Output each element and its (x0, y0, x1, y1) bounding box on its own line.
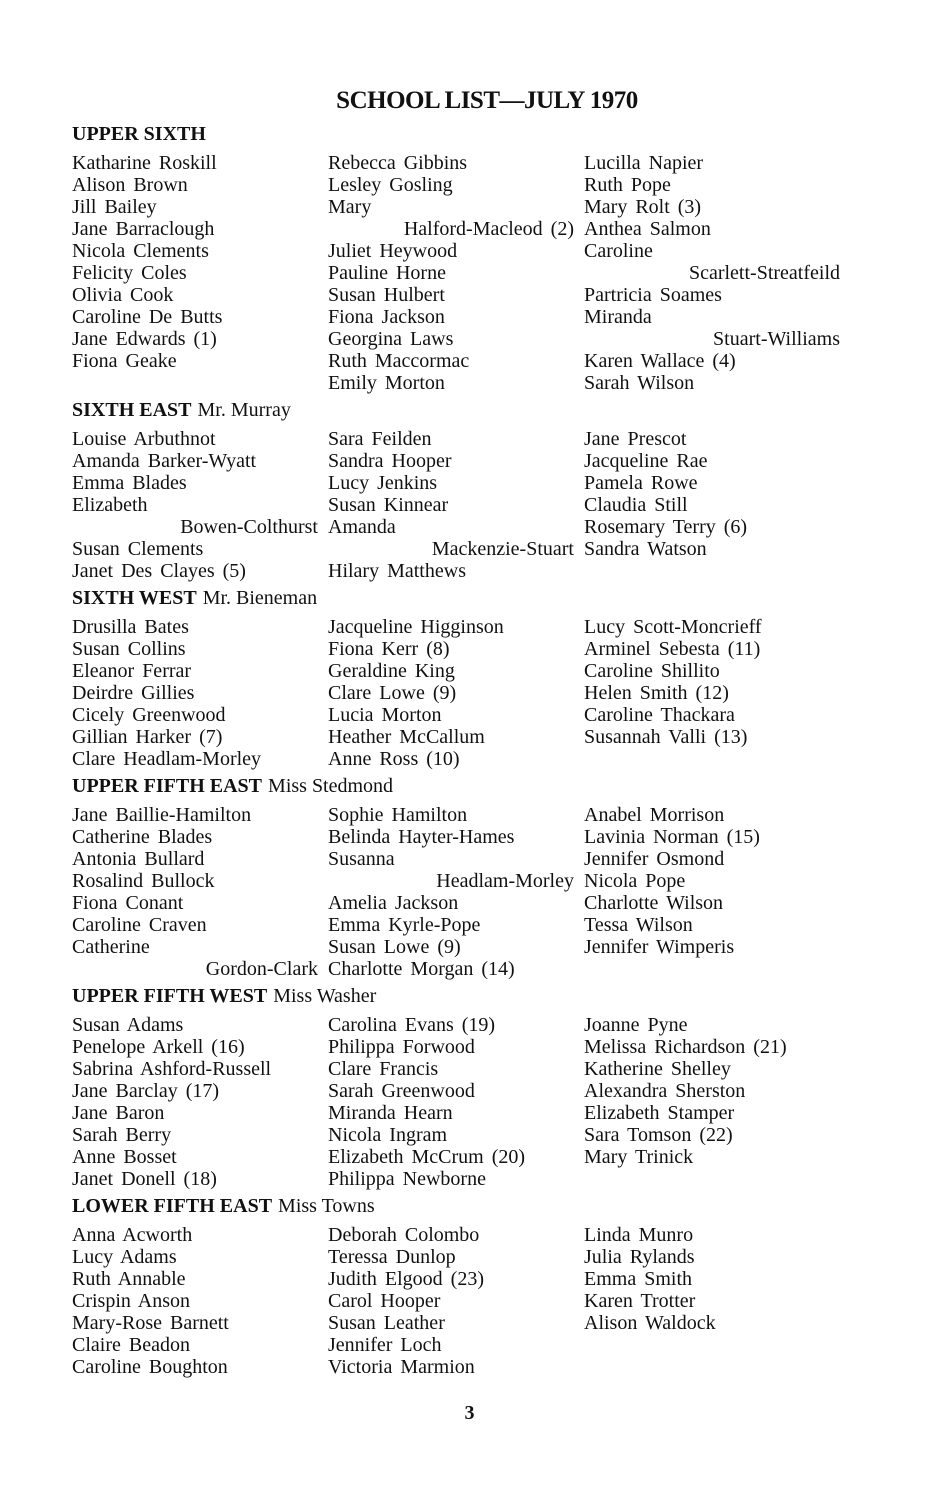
student-name: Ruth Annable (72, 1268, 186, 1290)
form-section (72, 394, 842, 582)
student-name: Susan Clements (72, 538, 204, 560)
section-heading (72, 1190, 842, 1224)
student-name: Amelia Jackson (328, 892, 459, 914)
name-column (328, 1014, 584, 1190)
student-name: Felicity Coles (72, 262, 187, 284)
name-column (584, 616, 840, 770)
student-name: Janet Des Clayes (5) (72, 560, 246, 582)
page-title: SCHOOL LIST—JULY 1970 (336, 87, 638, 114)
student-name: Elizabeth McCrum (20) (328, 1146, 526, 1168)
student-name: Melissa Richardson (21) (584, 1036, 787, 1058)
student-name: Teressa Dunlop (328, 1246, 456, 1268)
student-name: Jennifer Wimperis (584, 936, 735, 958)
section-heading (72, 582, 842, 616)
form-name: SIXTH EAST (72, 399, 192, 421)
student-name: Sandra Hooper (328, 450, 452, 472)
student-name: Pauline Horne (328, 262, 446, 284)
form-name: SIXTH WEST (72, 587, 197, 609)
section-heading (72, 118, 842, 152)
student-name: Jacqueline Higginson (328, 616, 504, 638)
form-teacher: Miss Towns (278, 1195, 375, 1217)
student-name: Elizabeth Stamper (584, 1102, 735, 1124)
name-column (584, 428, 840, 582)
student-name: Heather McCallum (328, 726, 485, 748)
student-name: Sara Feilden (328, 428, 432, 450)
student-name: Nicola Pope (584, 870, 686, 892)
student-name: Amanda (328, 516, 396, 538)
student-name: Rosemary Terry (6) (584, 516, 748, 538)
student-name: Georgina Laws (328, 328, 454, 350)
student-name: Charlotte Morgan (14) (328, 958, 515, 980)
section-heading (72, 394, 842, 428)
student-name: Mary (328, 196, 372, 218)
student-name: Lucilla Napier (584, 152, 704, 174)
name-column (584, 1224, 840, 1378)
name-column (72, 1224, 328, 1378)
student-name: Sarah Berry (72, 1124, 172, 1146)
student-name: Lavinia Norman (15) (584, 826, 760, 848)
student-name: Catherine Blades (72, 826, 213, 848)
student-name: Nicola Clements (72, 240, 209, 262)
name-column (328, 804, 584, 980)
student-name: Anne Bosset (72, 1146, 177, 1168)
name-columns (72, 1014, 842, 1190)
student-name: Ruth Maccormac (328, 350, 470, 372)
student-name: Linda Munro (584, 1224, 694, 1246)
student-name: Miranda (584, 306, 652, 328)
student-name: Philippa Forwood (328, 1036, 475, 1058)
name-columns (72, 152, 842, 394)
form-teacher: Miss Stedmond (268, 775, 394, 797)
form-name: UPPER FIFTH EAST (72, 775, 263, 797)
student-name: Mary-Rose Barnett (72, 1312, 229, 1334)
student-name: Penelope Arkell (16) (72, 1036, 245, 1058)
student-name: Alison Brown (72, 174, 188, 196)
student-name: Susan Kinnear (328, 494, 449, 516)
student-name: Katherine Shelley (584, 1058, 731, 1080)
student-name: Sarah Greenwood (328, 1080, 475, 1102)
student-name: Clare Lowe (9) (328, 682, 457, 704)
form-name: UPPER FIFTH WEST (72, 985, 268, 1007)
student-name: Rebecca Gibbins (328, 152, 468, 174)
student-name: Juliet Heywood (328, 240, 458, 262)
student-name-continuation: Mackenzie-Stuart (431, 538, 574, 560)
name-column (328, 616, 584, 770)
student-name: Emily Morton (328, 372, 445, 394)
student-name: Antonia Bullard (72, 848, 205, 870)
student-name: Joanne Pyne (584, 1014, 688, 1036)
name-column (72, 804, 328, 980)
student-name: Ruth Pope (584, 174, 671, 196)
name-column (328, 428, 584, 582)
form-teacher: Mr. Murray (197, 399, 291, 421)
student-name: Susan Collins (72, 638, 186, 660)
form-section (72, 770, 842, 980)
student-name: Crispin Anson (72, 1290, 191, 1312)
student-name: Julia Rylands (584, 1246, 695, 1268)
name-columns (72, 616, 842, 770)
student-name: Victoria Marmion (328, 1356, 475, 1378)
name-columns (72, 1224, 842, 1378)
student-name: Hilary Matthews (328, 560, 466, 582)
student-name: Philippa Newborne (328, 1168, 486, 1190)
student-name-continuation: Bowen-Colthurst (180, 516, 318, 538)
student-name: Caroline De Butts (72, 306, 223, 328)
form-teacher: Mr. Bieneman (202, 587, 318, 609)
form-section (72, 1190, 842, 1378)
student-name: Jill Bailey (72, 196, 157, 218)
student-name: Fiona Kerr (8) (328, 638, 450, 660)
student-name: Tessa Wilson (584, 914, 693, 936)
form-teacher: Miss Washer (273, 985, 377, 1007)
student-name: Emma Blades (72, 472, 187, 494)
name-columns (72, 428, 842, 582)
student-name: Belinda Hayter-Hames (328, 826, 515, 848)
student-name: Deirdre Gillies (72, 682, 195, 704)
form-name: UPPER SIXTH (72, 123, 206, 145)
name-column (72, 152, 328, 394)
student-name-continuation: Gordon-Clark (205, 958, 318, 980)
student-name: Fiona Conant (72, 892, 184, 914)
student-name: Jane Barraclough (72, 218, 215, 240)
name-column (584, 804, 840, 980)
name-column (328, 1224, 584, 1378)
student-name: Susanna (328, 848, 395, 870)
student-name: Lesley Gosling (328, 174, 453, 196)
student-name: Karen Trotter (584, 1290, 696, 1312)
student-name-continuation: Halford-Macleod (2) (403, 218, 574, 240)
student-name: Anne Ross (10) (328, 748, 460, 770)
student-name: Jane Barclay (17) (72, 1080, 220, 1102)
student-name: Olivia Cook (72, 284, 174, 306)
student-name: Fiona Geake (72, 350, 177, 372)
student-name: Sandra Watson (584, 538, 707, 560)
sections (72, 118, 842, 1378)
student-name: Susan Leather (328, 1312, 445, 1334)
name-column (584, 1014, 840, 1190)
student-name: Susan Lowe (9) (328, 936, 461, 958)
form-section (72, 118, 842, 394)
form-section (72, 980, 842, 1190)
student-name: Partricia Soames (584, 284, 722, 306)
student-name: Jane Edwards (1) (72, 328, 217, 350)
student-name: Mary Trinick (584, 1146, 694, 1168)
student-name: Fiona Jackson (328, 306, 445, 328)
student-name: Charlotte Wilson (584, 892, 724, 914)
student-name: Clare Headlam-Morley (72, 748, 262, 770)
student-name: Alexandra Sherston (584, 1080, 746, 1102)
student-name: Arminel Sebesta (11) (584, 638, 761, 660)
student-name: Lucia Morton (328, 704, 442, 726)
student-name: Mary Rolt (3) (584, 196, 702, 218)
student-name: Jennifer Osmond (584, 848, 725, 870)
student-name: Caroline Thackara (584, 704, 735, 726)
student-name: Carolina Evans (19) (328, 1014, 496, 1036)
student-name: Sophie Hamilton (328, 804, 468, 826)
student-name: Miranda Hearn (328, 1102, 453, 1124)
student-name: Rosalind Bullock (72, 870, 215, 892)
student-name: Cicely Greenwood (72, 704, 226, 726)
student-name: Caroline Shillito (584, 660, 720, 682)
student-name: Carol Hooper (328, 1290, 441, 1312)
student-name: Clare Francis (328, 1058, 439, 1080)
student-name: Claire Beadon (72, 1334, 190, 1356)
student-name: Louise Arbuthnot (72, 428, 216, 450)
name-column (328, 152, 584, 394)
student-name: Jacqueline Rae (584, 450, 708, 472)
student-name: Anthea Salmon (584, 218, 711, 240)
student-name: Lucy Jenkins (328, 472, 438, 494)
student-name: Claudia Still (584, 494, 688, 516)
student-name: Susan Hulbert (328, 284, 445, 306)
student-name: Lucy Adams (72, 1246, 177, 1268)
student-name: Janet Donell (18) (72, 1168, 217, 1190)
student-name: Eleanor Ferrar (72, 660, 192, 682)
student-name: Sarah Wilson (584, 372, 695, 394)
student-name-continuation: Scarlett-Streatfeild (688, 262, 840, 284)
student-name: Helen Smith (12) (584, 682, 729, 704)
student-name: Nicola Ingram (328, 1124, 448, 1146)
student-name: Caroline Craven (72, 914, 207, 936)
student-name: Emma Smith (584, 1268, 692, 1290)
name-column (72, 616, 328, 770)
student-name: Drusilla Bates (72, 616, 189, 638)
student-name: Jane Baron (72, 1102, 165, 1124)
student-name: Susan Adams (72, 1014, 184, 1036)
school-list-page (72, 84, 842, 1378)
student-name: Catherine (72, 936, 150, 958)
student-name: Amanda Barker-Wyatt (72, 450, 257, 472)
name-column (72, 1014, 328, 1190)
student-name: Deborah Colombo (328, 1224, 480, 1246)
student-name: Caroline Boughton (72, 1356, 228, 1378)
student-name: Katharine Roskill (72, 152, 217, 174)
student-name-continuation: Headlam-Morley (436, 870, 574, 892)
page-number: 3 (464, 1402, 475, 1424)
student-name: Alison Waldock (584, 1312, 716, 1334)
form-section (72, 582, 842, 770)
student-name: Sabrina Ashford-Russell (72, 1058, 272, 1080)
student-name: Caroline (584, 240, 653, 262)
form-name: LOWER FIFTH EAST (72, 1195, 273, 1217)
student-name: Pamela Rowe (584, 472, 698, 494)
student-name: Anabel Morrison (584, 804, 725, 826)
student-name-continuation: Stuart-Williams (713, 328, 840, 350)
student-name: Geraldine King (328, 660, 455, 682)
student-name: Lucy Scott-Moncrieff (584, 616, 762, 638)
section-heading (72, 770, 842, 804)
student-name: Sara Tomson (22) (584, 1124, 733, 1146)
section-heading (72, 980, 842, 1014)
student-name: Jane Baillie-Hamilton (72, 804, 252, 826)
name-column (72, 428, 328, 582)
student-name: Jennifer Loch (328, 1334, 442, 1356)
student-name: Jane Prescot (584, 428, 687, 450)
student-name: Karen Wallace (4) (584, 350, 736, 372)
student-name: Emma Kyrle-Pope (328, 914, 481, 936)
student-name: Susannah Valli (13) (584, 726, 748, 748)
student-name: Elizabeth (72, 494, 148, 516)
name-columns (72, 804, 842, 980)
student-name: Anna Acworth (72, 1224, 193, 1246)
student-name: Judith Elgood (23) (328, 1268, 484, 1290)
student-name: Gillian Harker (7) (72, 726, 223, 748)
name-column (584, 152, 840, 394)
